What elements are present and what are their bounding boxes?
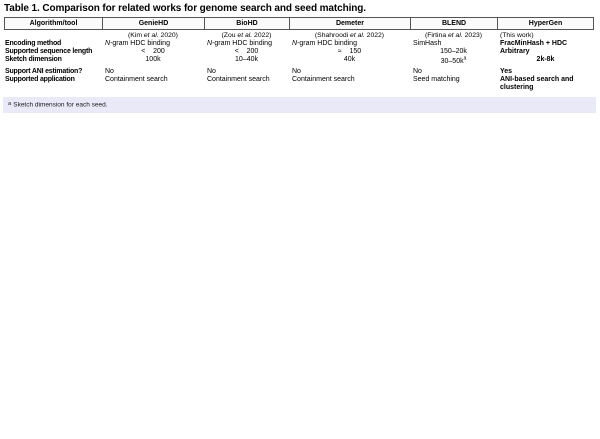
- header-cell-blend: BLEND: [410, 17, 497, 30]
- row-label-sketch-dimension: Sketch dimension: [5, 56, 62, 63]
- citation-hypergen: (This work): [500, 32, 534, 39]
- row-encoding-method: [4, 40, 594, 48]
- cell-ani-blend: No: [413, 68, 422, 75]
- cell-sketch-demeter: 40k: [343, 56, 356, 63]
- row-label-supported-application: Supported application: [5, 76, 75, 83]
- cell-application-biohd: Containment search: [207, 76, 270, 83]
- cell-seqlen-hypergen: Arbitrary: [500, 48, 530, 55]
- cell-sketch-blend: $30-50k^a$: [440, 55, 467, 65]
- citation-demeter: (Shahroodi et al. 2022): [314, 32, 385, 39]
- cell-sketch-hypergen: 2k-8k: [536, 56, 555, 63]
- cell-sketch-biohd: 10–40k: [235, 56, 258, 63]
- row-supported-sequence-length: [4, 48, 594, 56]
- header-cell-geniehd: GenieHD: [102, 17, 204, 30]
- header-cell-algorithm-tool: Algorithm/tool: [4, 17, 102, 30]
- table-caption: Table 1. Comparison for related works for genome search and seed matching.: [4, 3, 366, 14]
- cell-application-demeter: Containment search: [292, 76, 355, 83]
- header-cell-hypergen: HyperGen: [497, 17, 594, 30]
- table-header-row: [4, 17, 594, 30]
- cell-seqlen-geniehd: < 200: [141, 48, 165, 55]
- cell-sketch-geniehd: 100k: [145, 56, 161, 63]
- citation-empty: [4, 31, 102, 40]
- citation-geniehd: (Kim et al. 2020): [128, 32, 178, 39]
- footnote-marker: a: [8, 101, 12, 107]
- comparison-table: [4, 17, 594, 92]
- citation-blend: (Firtina et al. 2023): [424, 32, 483, 39]
- citation-biohd: (Zou et al. 2022): [221, 32, 272, 39]
- header-cell-demeter: Demeter: [289, 17, 410, 30]
- page: [0, 3, 600, 113]
- table-footnote: [3, 97, 596, 113]
- cell-seqlen-biohd: < 200: [234, 48, 259, 55]
- cell-encoding-hypergen: FracMinHash + HDC: [500, 40, 568, 47]
- row-ani-estimation: [4, 68, 594, 76]
- cell-encoding-geniehd: N-gram HDC binding: [105, 40, 170, 47]
- cell-application-hypergen: ANI-based search and clustering: [500, 76, 574, 91]
- row-sketch-dimension: [4, 56, 594, 64]
- cell-application-geniehd: Containment search: [105, 76, 168, 83]
- footnote-text: Sketch dimension for each seed.: [13, 101, 108, 109]
- cell-ani-hypergen: Yes: [500, 68, 513, 75]
- row-label-encoding-method: Encoding method: [5, 40, 62, 47]
- cell-ani-demeter: No: [292, 68, 301, 75]
- cell-application-blend: Seed matching: [413, 76, 460, 83]
- header-cell-biohd: BioHD: [204, 17, 289, 30]
- cell-encoding-biohd: N-gram HDC binding: [207, 40, 272, 47]
- cell-seqlen-demeter: ≈ 150: [337, 48, 362, 55]
- row-label-sequence-length: Supported sequence length: [5, 48, 93, 55]
- row-label-ani-estimation: Support ANI estimation?: [5, 68, 83, 75]
- cell-encoding-blend: SimHash: [413, 40, 442, 47]
- cell-encoding-demeter: N-gram HDC binding: [292, 40, 357, 47]
- footnote-ref-a: a: [463, 55, 467, 62]
- row-supported-application: [4, 76, 594, 92]
- cell-seqlen-blend: 150–20k: [440, 48, 467, 55]
- citation-row: [4, 31, 594, 40]
- cell-ani-geniehd: No: [105, 68, 114, 75]
- cell-ani-biohd: No: [207, 68, 216, 75]
